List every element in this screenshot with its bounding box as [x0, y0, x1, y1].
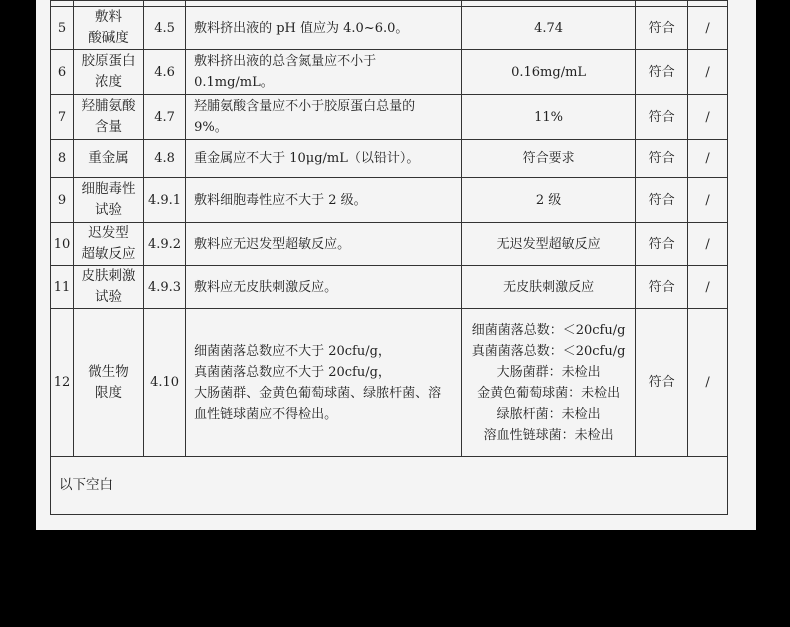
- standard-requirement-line: 敷料细胞毒性应不大于 2 级。: [194, 192, 367, 208]
- table-row: [51, 95, 728, 140]
- clause-number: 4.8: [144, 140, 186, 178]
- standard-requirement-line: 血性链球菌应不得检出。: [194, 406, 338, 422]
- test-item-name-line: 超敏反应: [81, 246, 136, 262]
- verdict: 符合: [636, 95, 688, 140]
- verdict: 符合: [636, 140, 688, 178]
- test-result-line: 大肠菌群：未检出: [496, 364, 601, 380]
- table-row: [51, 140, 728, 178]
- row-number: 5: [51, 7, 74, 50]
- verdict: 符合: [636, 266, 688, 309]
- remark: /: [688, 309, 728, 457]
- test-item-name: [74, 50, 144, 95]
- test-item-name: [74, 223, 144, 266]
- test-item-name-line: 酸碱度: [88, 30, 129, 46]
- standard-requirement-line: 敷料应无迟发型超敏反应。: [194, 236, 351, 252]
- test-item-name-line: 细胞毒性: [81, 181, 136, 197]
- test-item-name: [74, 95, 144, 140]
- inspection-results-table: [50, 0, 728, 515]
- standard-requirement: [186, 7, 462, 50]
- test-item-name-line: 敷料: [95, 9, 122, 25]
- test-item-name-line: 微生物: [88, 363, 129, 380]
- test-result: [462, 95, 636, 140]
- footer-row: [51, 457, 728, 515]
- remark: /: [688, 223, 728, 266]
- test-item-name-line: 含量: [95, 119, 122, 135]
- standard-requirement: [186, 223, 462, 266]
- row-number: 7: [51, 95, 74, 140]
- table-row: [51, 223, 728, 266]
- test-result: [462, 50, 636, 95]
- test-result: [462, 7, 636, 50]
- remark: /: [688, 7, 728, 50]
- test-item-name-line: 浓度: [95, 74, 122, 90]
- clause-number: 4.9.2: [144, 223, 186, 266]
- test-result: [462, 309, 636, 457]
- remark: /: [688, 95, 728, 140]
- test-item-name-line: 皮肤刺激: [81, 268, 136, 284]
- verdict: 符合: [636, 178, 688, 223]
- test-item-name-line: 试验: [95, 289, 122, 305]
- test-result-line: 真菌菌落总数：＜20cfu/g: [471, 343, 626, 359]
- clause-number: 4.9.1: [144, 178, 186, 223]
- verdict: 符合: [636, 50, 688, 95]
- table-row: [51, 266, 728, 309]
- row-number: 12: [51, 309, 74, 457]
- test-result-line: 11%: [534, 109, 564, 125]
- verdict: 符合: [636, 223, 688, 266]
- standard-requirement-line: 敷料应无皮肤刺激反应。: [194, 279, 338, 295]
- clause-number: 4.6: [144, 50, 186, 95]
- standard-requirement-line: 大肠菌群、金黄色葡萄球菌、绿脓杆菌、溶: [194, 385, 442, 401]
- table-row: [51, 50, 728, 95]
- test-item-name-line: 羟脯氨酸: [81, 98, 136, 114]
- remark: /: [688, 266, 728, 309]
- row-number: 11: [51, 266, 74, 309]
- clause-number: 4.7: [144, 95, 186, 140]
- remark: /: [688, 140, 728, 178]
- test-item-name: [74, 309, 144, 457]
- test-item-name-line: 胶原蛋白: [81, 53, 136, 69]
- standard-requirement-line: 细菌菌落总数应不大于 20cfu/g，: [194, 343, 391, 359]
- standard-requirement-line: 真菌菌落总数应不大于 20cfu/g，: [194, 364, 391, 380]
- test-item-name-line: 限度: [95, 384, 122, 401]
- verdict: 符合: [636, 7, 688, 50]
- test-result: [462, 223, 636, 266]
- row-number: 8: [51, 140, 74, 178]
- clause-number: 4.9.3: [144, 266, 186, 309]
- row-number: 9: [51, 178, 74, 223]
- verdict: 符合: [636, 309, 688, 457]
- standard-requirement-line: 重金属应不大于 10μg/mL（以铅计）。: [194, 151, 420, 166]
- test-result-line: 无皮肤刺激反应: [503, 279, 595, 295]
- standard-requirement: [186, 178, 462, 223]
- clause-number: 4.10: [144, 309, 186, 457]
- standard-requirement-line: 敷料挤出液的总含氮量应不小于: [194, 54, 377, 69]
- test-item-name: [74, 7, 144, 50]
- standard-requirement: [186, 95, 462, 140]
- standard-requirement: [186, 140, 462, 178]
- test-result-line: 无迟发型超敏反应: [496, 236, 601, 252]
- test-result-line: 2 级: [535, 192, 562, 208]
- test-item-name: [74, 266, 144, 309]
- standard-requirement: [186, 309, 462, 457]
- test-result-line: 细菌菌落总数：＜20cfu/g: [471, 322, 626, 338]
- document-page: [36, 0, 756, 530]
- test-result: [462, 140, 636, 178]
- remark: /: [688, 178, 728, 223]
- row-number: 10: [51, 223, 74, 266]
- test-item-name-line: 迟发型: [88, 225, 129, 241]
- standard-requirement-line: 羟脯氨酸含量应不小于胶原蛋白总量的: [194, 99, 416, 114]
- test-result-line: 金黄色葡萄球菌：未检出: [477, 385, 621, 401]
- standard-requirement: [186, 50, 462, 95]
- test-result: [462, 266, 636, 309]
- table-row: [51, 7, 728, 50]
- blank-remainder-note: 以下空白: [51, 457, 728, 515]
- table-row: [51, 178, 728, 223]
- remark: /: [688, 50, 728, 95]
- test-item-name: [74, 178, 144, 223]
- standard-requirement: [186, 266, 462, 309]
- test-result-line: 符合要求: [522, 151, 575, 166]
- test-item-name: [74, 140, 144, 178]
- clause-number: 4.5: [144, 7, 186, 50]
- test-result-line: 绿脓杆菌：未检出: [496, 406, 601, 422]
- test-item-name-line: 重金属: [88, 150, 129, 166]
- row-number: 6: [51, 50, 74, 95]
- test-result-line: 4.74: [534, 20, 564, 36]
- test-item-name-line: 试验: [95, 202, 122, 218]
- standard-requirement-line: 9%。: [194, 120, 228, 135]
- standard-requirement-line: 0.1mg/mL。: [194, 75, 274, 90]
- table-row: [51, 309, 728, 457]
- test-result-line: 0.16mg/mL: [511, 64, 587, 80]
- test-result: [462, 178, 636, 223]
- standard-requirement-line: 敷料挤出液的 pH 值应为 4.0~6.0。: [194, 20, 409, 36]
- test-result-line: 溶血性链球菌：未检出: [483, 427, 614, 443]
